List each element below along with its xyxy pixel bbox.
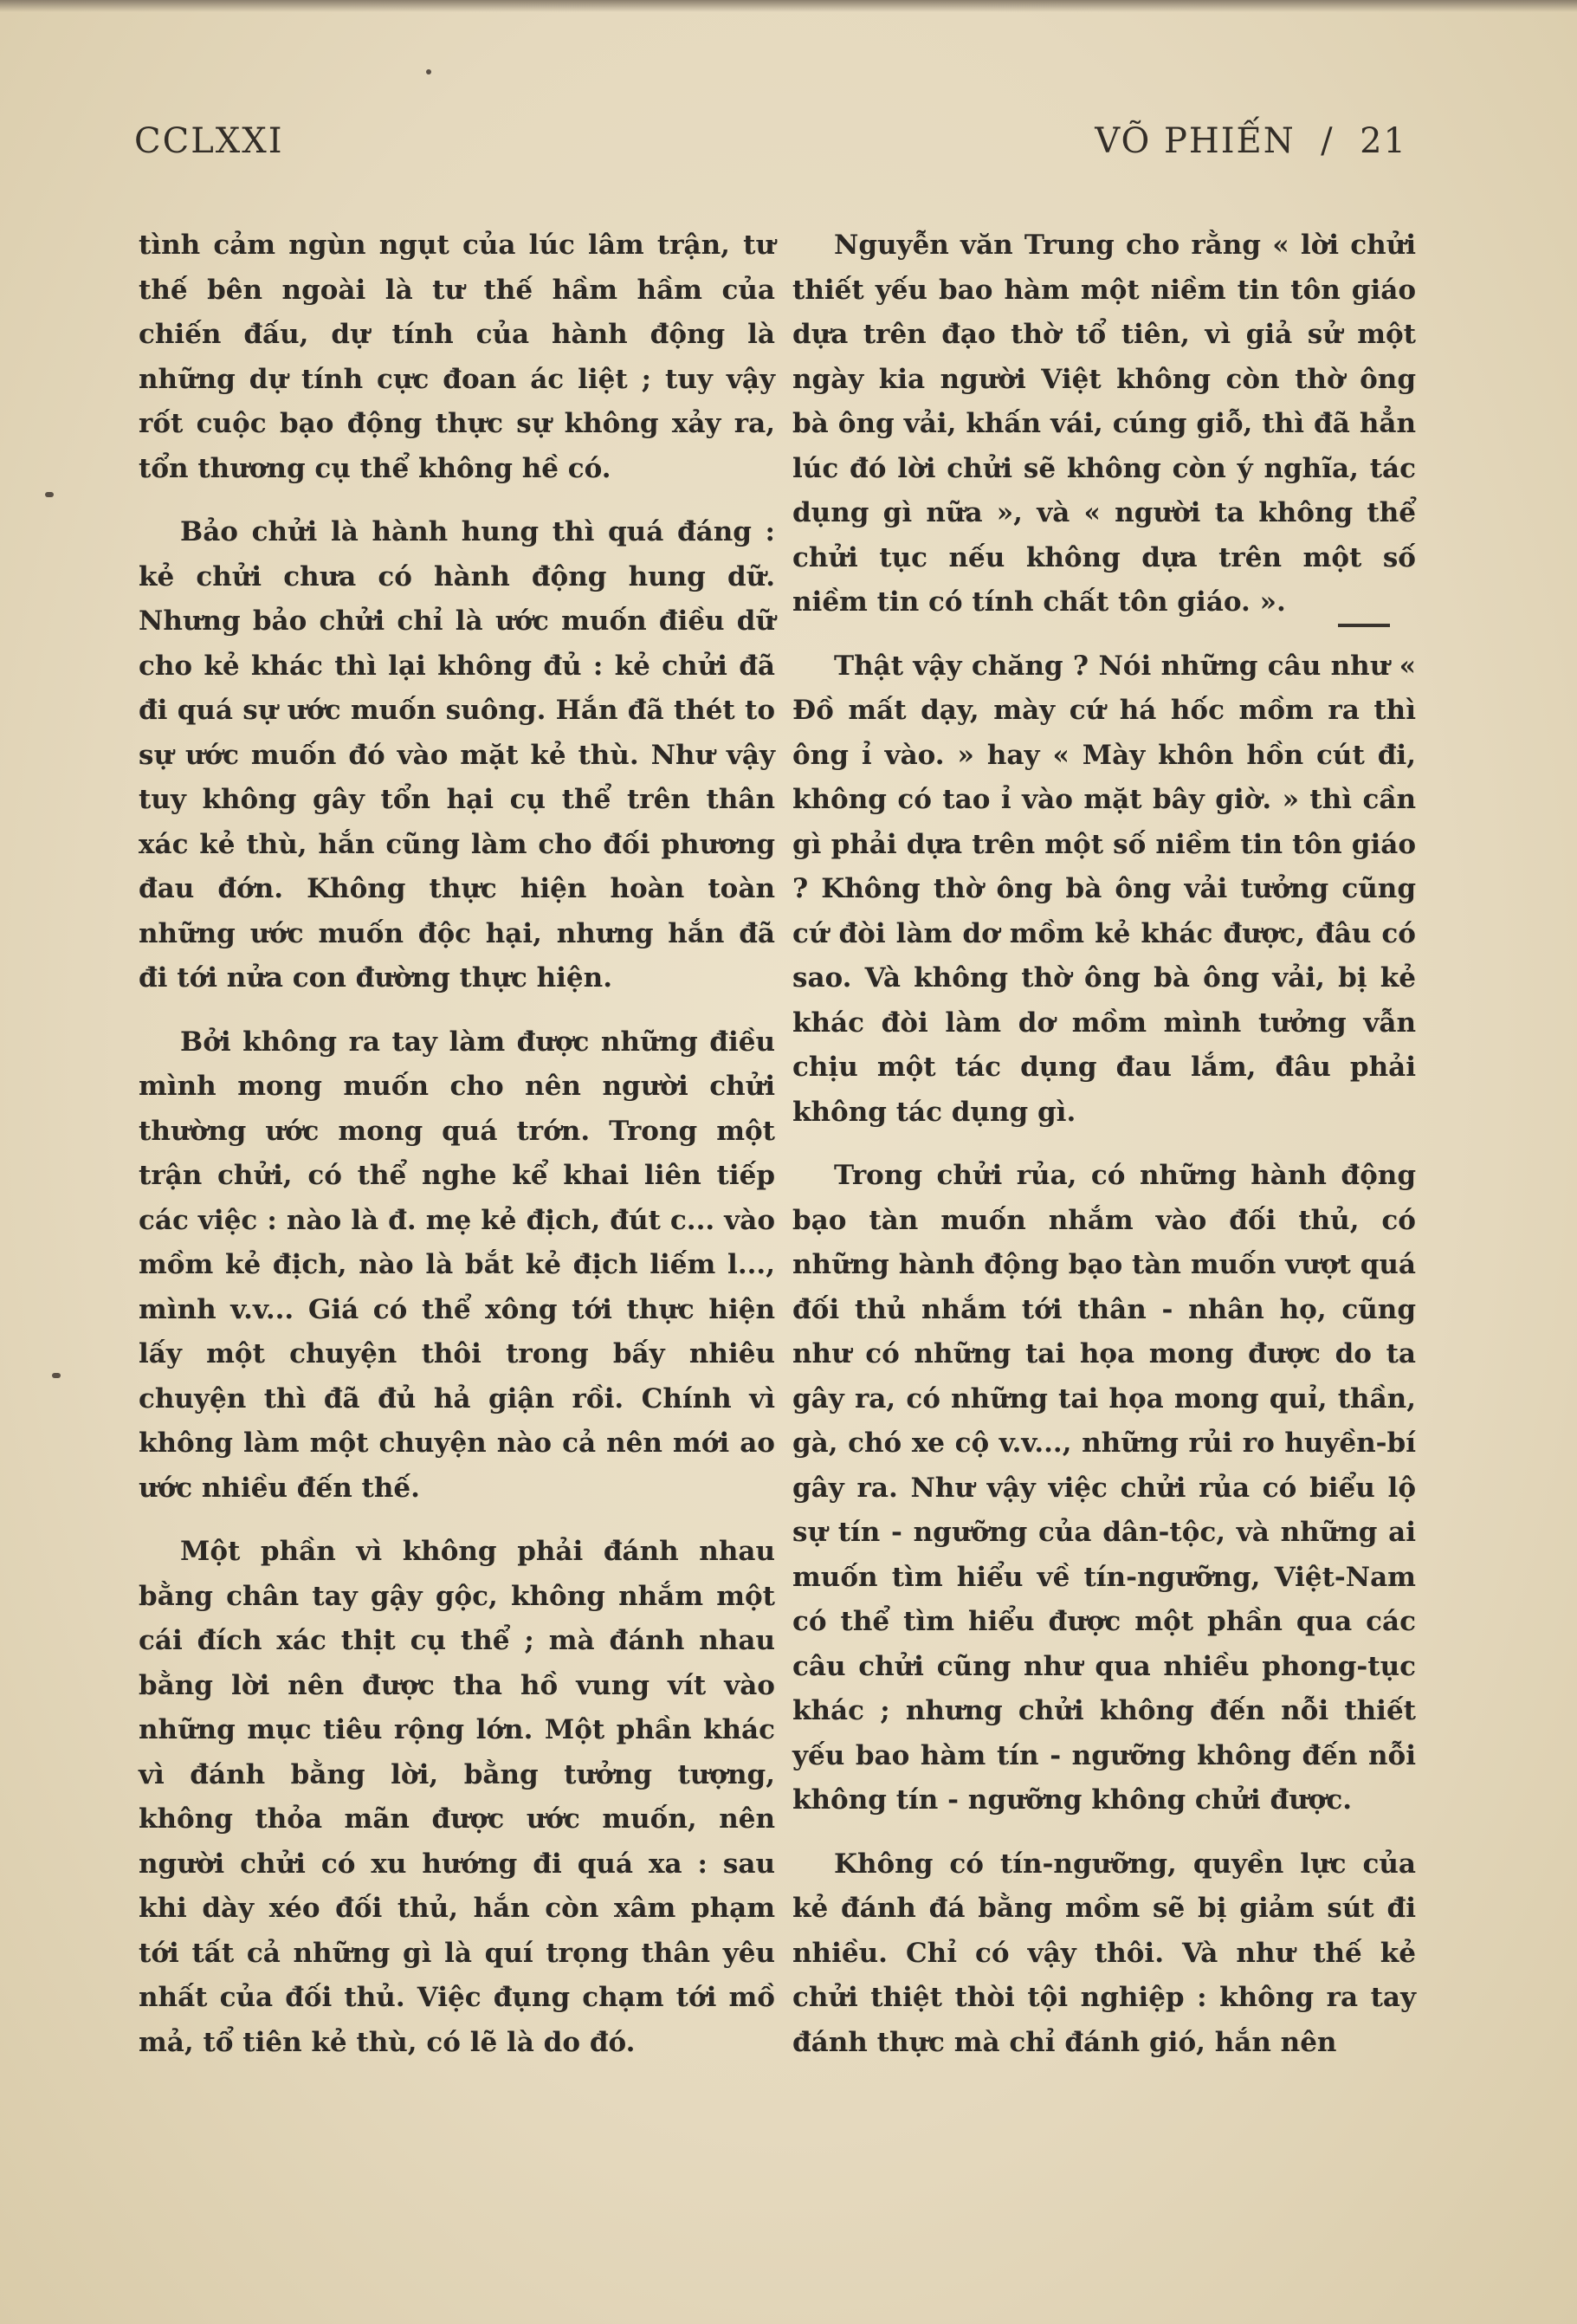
paragraph: Thật vậy chăng ? Nói những câu như « Đồ mất dạy, mày cứ há hốc mồm ra thì ông ỉ vào. » hay « Mày khôn hồn cút đi, không có tao ỉ vào mặt bây giờ. » thì cần gì phải dựa trên một số niềm tin tôn giáo ? Không thờ ông bà ông vải tưởng cũng cứ đòi làm dơ mồm kẻ khác được, đâu có sao. Và không thờ ông bà ông vải, bị kẻ khác đòi làm dơ mồm mình tưởng vẫn chịu một tác dụng đau lắm, đâu phải không tác dụng gì.: [792, 650, 1416, 1128]
author-page-number: VÕ PHIẾN / 21: [1095, 121, 1407, 161]
paragraph: Nguyễn văn Trung cho rằng « lời chửi thiết yếu bao hàm một niềm tin tôn giáo dựa trên đạo thờ tổ tiên, vì giả sử một ngày kia người Việt không còn thờ ông bà ông vải, khấn vái, cúng giỗ, thì đã hẳn lúc đó lời chửi sẽ không còn ý nghĩa, tác dụng gì nữa », và « người ta không thể chửi tục nếu không dựa trên một số niềm tin có tính chất tôn giáo. ».: [792, 230, 1416, 618]
page-top-edge: [0, 0, 1577, 12]
paragraph: Không có tín-ngưỡng, quyền lực của kẻ đánh đá bằng mồm sẽ bị giảm sút đi nhiều. Chỉ có vậy thôi. Và như thế kẻ chửi thiệt thòi tội nghiệp : không ra tay đánh thực mà chỉ đánh gió, hắn nên: [792, 1848, 1416, 2058]
left-column: [139, 223, 775, 2084]
paragraph: Trong chửi rủa, có những hành động bạo tàn muốn nhắm vào đối thủ, có những hành động bạo tàn muốn vượt quá đối thủ nhắm tới thân - nhân họ, cũng như có những tai họa mong được do ta gây ra, có những tai họa mong quỉ, thần, gà, chó xe cộ v.v..., những rủi ro huyền-bí gây ra. Như vậy việc chửi rủa có biểu lộ sự tín - ngưỡng của dân-tộc, và những ai muốn tìm hiểu về tín-ngưỡng, Việt-Nam có thể tìm hiểu được một phần qua các câu chửi cũng như qua nhiều phong-tục khác ; nhưng chửi không đến nỗi thiết yếu bao hàm tín - ngưỡng không đến nỗi không tín - ngưỡng không chửi được.: [792, 1160, 1416, 1816]
chapter-number: CCLXXI: [134, 121, 284, 161]
ink-speck: [426, 69, 431, 74]
page-header: [134, 121, 1407, 182]
paragraph: Bảo chửi là hành hung thì quá đáng : kẻ chửi chưa có hành động hung dữ. Nhưng bảo chửi chỉ là ước muốn điều dữ cho kẻ khác thì lại không đủ : kẻ chửi đã đi quá sự ước muốn suông. Hắn đã thét to sự ước muốn đó vào mặt kẻ thù. Như vậy tuy không gây tổn hại cụ thể trên thân xác kẻ thù, hắn cũng làm cho đối phương đau đớn. Không thực hiện hoàn toàn những ước muốn độc hại, nhưng hắn đã đi tới nửa con đường thực hiện.: [139, 516, 775, 994]
ink-speck: [45, 492, 54, 497]
right-column: [792, 223, 1416, 2084]
ink-speck: [52, 1373, 61, 1378]
paragraph: Một phần vì không phải đánh nhau bằng chân tay gậy gộc, không nhắm một cái đích xác thịt cụ thể ; mà đánh nhau bằng lời nên được tha hồ vung vít vào những mục tiêu rộng lớn. Một phần khác vì đánh bằng lời, bằng tưởng tượng, không thỏa mãn được ước muốn, nên người chửi có xu hướng đi quá xa : sau khi dày xéo đối thủ, hắn còn xâm phạm tới tất cả những gì là quí trọng thân yêu nhất của đối thủ. Việc đụng chạm tới mồ mả, tổ tiên kẻ thù, có lẽ là do đó.: [139, 1536, 775, 2058]
paragraph: tình cảm ngùn ngụt của lúc lâm trận, tư thế bên ngoài là tư thế hầm hầm của chiến đấu, dự tính của hành động là những dự tính cực đoan ác liệt ; tuy vậy rốt cuộc bạo động thực sự không xảy ra, tổn thương cụ thể không hề có.: [139, 230, 775, 484]
ink-dash-mark: [1338, 624, 1390, 627]
paragraph: Bởi không ra tay làm được những điều mình mong muốn cho nên người chửi thường ước mong quá trớn. Trong một trận chửi, có thể nghe kể khai liên tiếp các việc : nào là đ. mẹ kẻ địch, đút c... vào mồm kẻ địch, nào là bắt kẻ địch liếm l..., mình v.v... Giá có thể xông tới thực hiện lấy một chuyện thôi trong bấy nhiêu chuyện thì đã đủ hả giận rồi. Chính vì không làm một chuyện nào cả nên mới ao ước nhiều đến thế.: [139, 1026, 775, 1504]
